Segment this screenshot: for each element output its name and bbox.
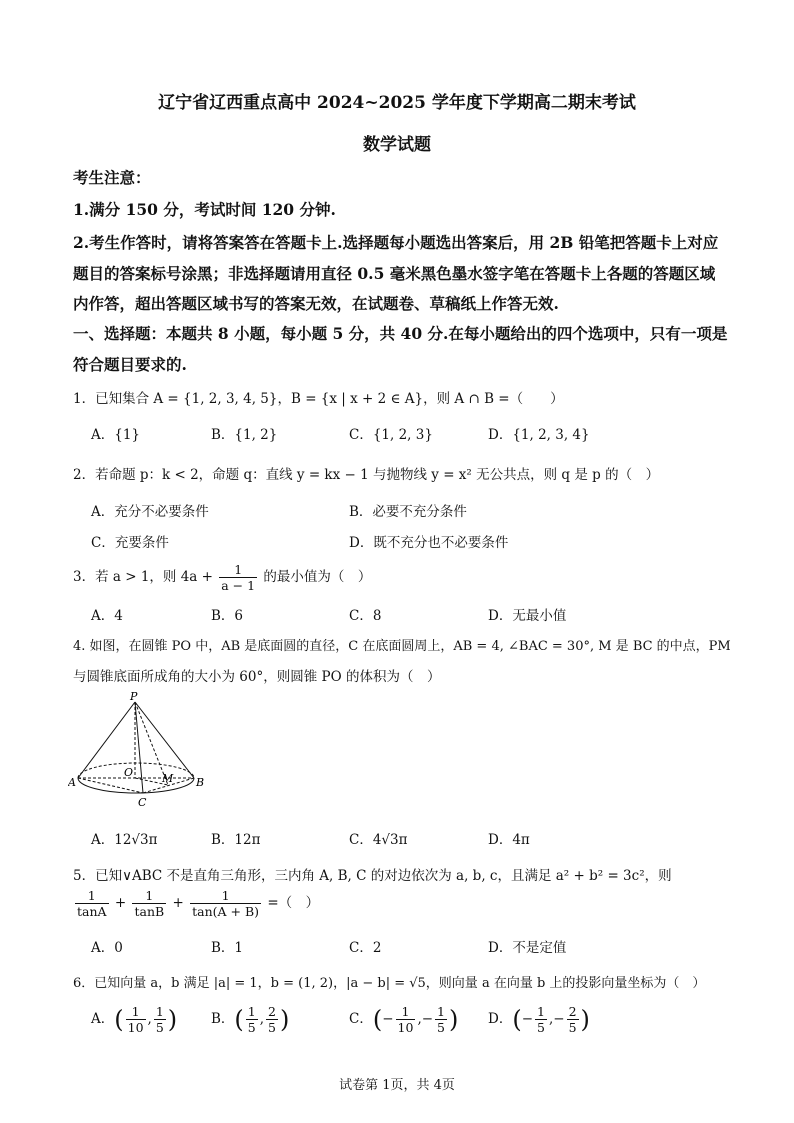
label-p: P <box>130 690 138 703</box>
q1-option-d[interactable]: D．{1, 2, 3, 4} <box>488 427 590 443</box>
q6-d-minus-1: − <box>521 1011 534 1027</box>
q3-fraction <box>219 562 257 593</box>
q6-c-comma: , <box>417 1011 422 1027</box>
q6-c-minus-2: − <box>421 1011 434 1027</box>
q6-b-den-2: 5 <box>268 1020 276 1035</box>
q4-option-b[interactable]: B．12π <box>211 832 261 848</box>
q6-option-a[interactable]: A．( $\frac{1}{10}$ , $\frac{1}{5}$ ) <box>91 1004 178 1035</box>
q3-stem-pre: 3．若 a > 1，则 4a + <box>73 569 213 585</box>
q6-c-num-2: 1 <box>437 1004 445 1019</box>
notice-item-2-line-2: 题目的答案标号涂黑；非选择题请用直径 0.5 毫米黑色墨水签字笔在答题卡上各题的答题区域 <box>73 264 716 283</box>
question-6-stem: 6．已知向量 a，b 满足 |a| = 1，b = (1, 2)，|a − b| = √5，则向量 a 在向量 b 上的投影向量坐标为（ ） <box>73 976 706 991</box>
q6-option-d[interactable]: D．(− $\frac{1}{5}$ ,− $\frac{2}{5}$ ) <box>488 1004 590 1035</box>
section-1-heading-line-2: 符合题目要求的. <box>73 355 187 374</box>
notice-item-1: 1.满分 150 分，考试时间 120 分钟. <box>73 200 336 219</box>
question-5-expression <box>73 888 319 919</box>
q3-option-c[interactable]: C．8 <box>349 608 382 624</box>
q5-fraction-3 <box>190 888 261 919</box>
q3-option-b[interactable]: B．6 <box>211 608 244 624</box>
q6-c-minus-1: − <box>382 1011 394 1027</box>
label-m: M <box>162 772 174 785</box>
q6-d-num-2: 2 <box>568 1004 577 1019</box>
q4-option-d[interactable]: D．4π <box>488 832 530 848</box>
q6-option-c[interactable]: C．(− $\frac{1}{10}$ ,− $\frac{1}{5}$ ) <box>349 1004 459 1035</box>
q5-f2-numerator: 1 <box>132 888 166 904</box>
cone-base-back <box>78 763 194 778</box>
q6-c-den-1: 10 <box>397 1020 414 1035</box>
cone-figure <box>68 690 208 810</box>
q5-equals: =（ ） <box>267 895 320 911</box>
q4-option-c[interactable]: C．4√3π <box>349 832 408 848</box>
q1-option-a[interactable]: A．{1} <box>91 427 141 443</box>
question-4-stem-line-2: 与圆锥底面所成角的大小为 60°，则圆锥 PO 的体积为（ ） <box>73 669 441 685</box>
q6-a-num-2: 1 <box>155 1004 164 1019</box>
cone-base-front <box>78 778 194 793</box>
q6-a-den-1: 10 <box>127 1020 144 1035</box>
q2-option-b[interactable]: B．必要不充分条件 <box>349 504 467 520</box>
q5-plus-1: + <box>114 895 127 911</box>
q5-f1-denominator: tanA <box>77 904 107 919</box>
q5-f3-denominator: tan(A + B) <box>192 904 260 919</box>
q6-b-den-1: 5 <box>247 1020 256 1035</box>
q4-option-a[interactable]: A．12√3π <box>91 832 158 848</box>
label-a: A <box>68 776 76 789</box>
q5-option-a[interactable]: A．0 <box>91 940 123 956</box>
notice-item-2-line-3: 内作答，超出答题区域书写的答案无效，在试题卷、草稿纸上作答无效. <box>73 294 559 313</box>
q6-d-den-1: 5 <box>537 1020 545 1035</box>
label-b: B <box>196 776 205 789</box>
q6-d-minus-2: − <box>553 1011 565 1027</box>
label-c: C <box>138 796 147 809</box>
q5-option-b[interactable]: B．1 <box>211 940 244 956</box>
q6-d-label: D． <box>488 1011 513 1027</box>
q2-option-a[interactable]: A．充分不必要条件 <box>91 504 209 520</box>
q3-option-d[interactable]: D．无最小值 <box>488 608 567 624</box>
q6-a-comma: , <box>147 1011 152 1027</box>
q6-c-label: C． <box>349 1011 373 1027</box>
q6-b-comma: , <box>259 1011 265 1027</box>
q3-fraction-denominator: a − 1 <box>221 578 256 593</box>
q5-f1-numerator: 1 <box>75 888 109 904</box>
q6-b-label: B． <box>211 1011 235 1027</box>
q2-option-d[interactable]: D．既不充分也不必要条件 <box>349 535 509 551</box>
label-o: O <box>124 766 134 779</box>
question-4-stem-line-1: 4. 如图，在圆锥 PO 中，AB 是底面圆的直径，C 在底面圆周上，AB = 4, ∠BAC = 30°, M 是 BC 的中点，PM <box>73 639 731 654</box>
q6-b-num-1: 1 <box>247 1004 256 1019</box>
q5-fraction-1 <box>75 888 109 919</box>
q6-option-b[interactable]: B．( $\frac{1}{5}$ , $\frac{2}{5}$ ) <box>211 1004 290 1035</box>
question-3-stem <box>73 562 371 593</box>
q6-c-den-2: 5 <box>437 1020 445 1035</box>
chord-ac <box>78 778 143 793</box>
exam-title: 辽宁省辽西重点高中 2024~2025 学年度下学期高二期末考试 <box>158 93 636 113</box>
q6-a-num-1: 1 <box>126 1004 146 1020</box>
notice-item-2-line-1: 2.考生作答时，请将答案答在答题卡上.选择题每小题选出答案后，用 2B 铅笔把答题卡上对应 <box>73 233 719 252</box>
q5-f3-numerator: 1 <box>190 888 261 904</box>
q5-option-c[interactable]: C．2 <box>349 940 382 956</box>
q5-option-d[interactable]: D．不是定值 <box>488 940 567 956</box>
notice-heading: 考生注意： <box>73 168 151 187</box>
section-1-heading-line-1: 一、选择题：本题共 8 小题，每小题 5 分，共 40 分.在每小题给出的四个选项中，只有一项是 <box>73 324 728 343</box>
q5-fraction-2 <box>132 888 166 919</box>
q5-f2-denominator: tanB <box>134 904 165 919</box>
q3-option-a[interactable]: A．4 <box>91 608 123 624</box>
q6-d-den-2: 5 <box>568 1020 577 1035</box>
q6-a-label: A． <box>91 1011 115 1027</box>
q6-d-comma: , <box>548 1011 554 1027</box>
question-2-stem: 2．若命题 p：k < 2，命题 q：直线 y = kx − 1 与抛物线 y = x² 无公共点，则 q 是 p 的（ ） <box>73 467 660 483</box>
q3-fraction-numerator: 1 <box>219 562 257 578</box>
exam-subtitle: 数学试题 <box>363 135 431 155</box>
q6-c-num-1: 1 <box>396 1004 416 1020</box>
q6-a-den-2: 5 <box>155 1020 164 1035</box>
q2-option-c[interactable]: C．充要条件 <box>91 535 169 551</box>
page-footer: 试卷第 1页，共 4页 <box>339 1078 455 1093</box>
q6-b-num-2: 2 <box>268 1004 276 1019</box>
question-5-stem-line-1: 5．已知∨ABC 不是直角三角形，三内角 A, B, C 的对边依次为 a, b, c，且满足 a² + b² = 3c²，则 <box>73 868 672 884</box>
question-1-stem: 1．已知集合 A = {1, 2, 3, 4, 5}，B = {x | x + 2 ∈ A}，则 A ∩ B =（ ） <box>73 391 564 407</box>
q5-plus-2: + <box>172 895 184 911</box>
q6-d-num-1: 1 <box>537 1004 545 1019</box>
cone-side-right <box>135 702 194 778</box>
q3-stem-post: 的最小值为（ ） <box>263 569 372 585</box>
q1-option-c[interactable]: C．{1, 2, 3} <box>349 427 433 443</box>
q1-option-b[interactable]: B．{1, 2} <box>211 427 278 443</box>
